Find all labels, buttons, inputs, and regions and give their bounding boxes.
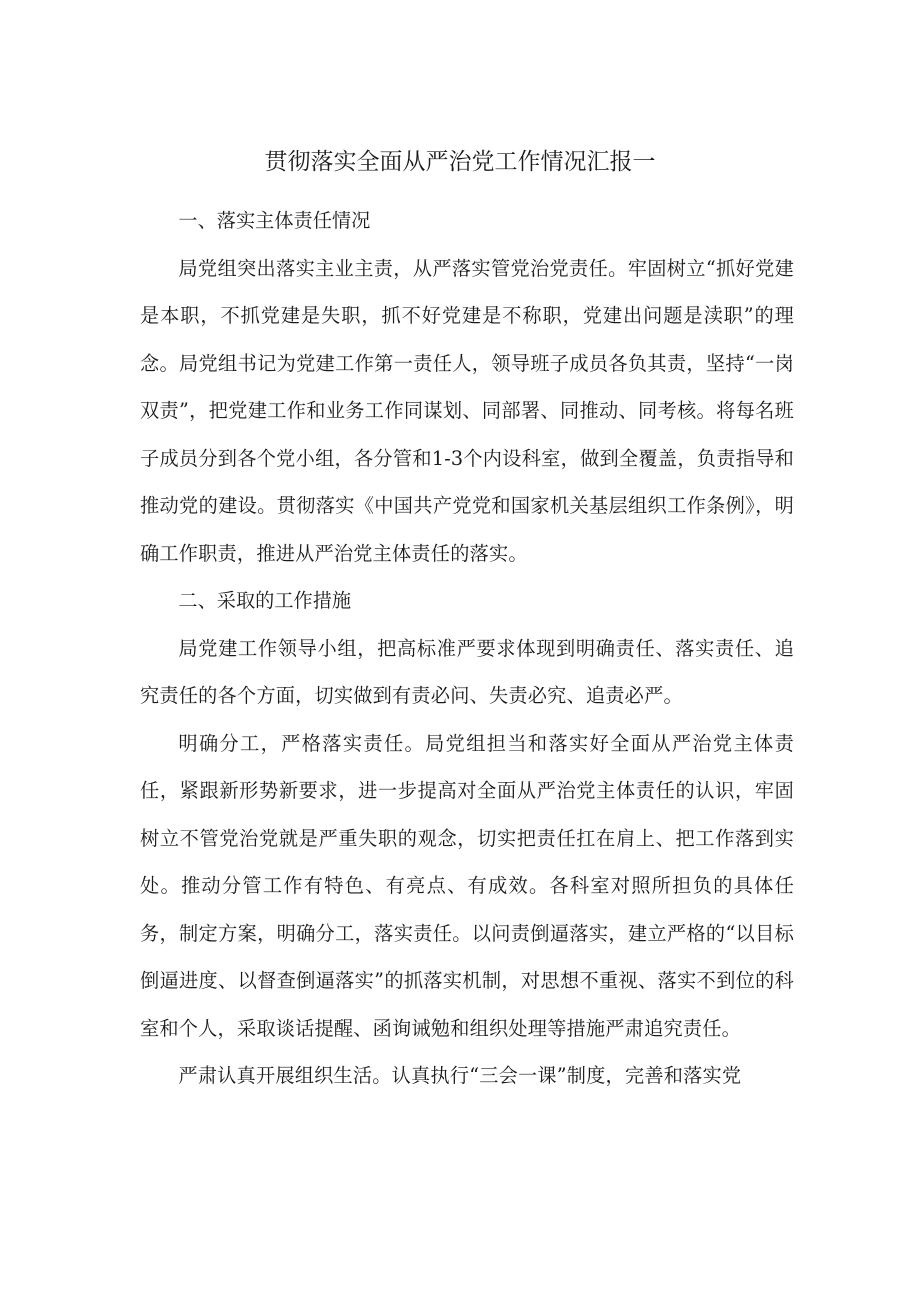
section-heading: 二、采取的工作措施 — [178, 589, 352, 612]
section-heading: 一、落实主体责任情况 — [178, 209, 371, 232]
paragraph: 严肃认真开展组织生活。认真执行“三会一课”制度，完善和落实党 — [178, 1064, 742, 1087]
paragraph: 局党建工作领导小组，把高标准严要求体现到明确责任、落实责任、追究责任的各个方面，切实做到有责必问、失责必究、追责必严。 — [140, 636, 794, 707]
document-body — [140, 197, 794, 1100]
document-title: 贯彻落实全面从严治党工作情况汇报一 — [264, 149, 656, 175]
paragraph: 明确分工，严格落实责任。局党组担当和落实好全面从严治党主体责任，紧跟新形势新要求，进一步提高对全面从严治党主体责任的认识，牢固树立不管党治党就是严重失职的观念，切实把责任扛在肩上、把工作落到实处。推动分管工作有特色、有亮点、有成效。各科室对照所担负的具体任务，制定方案，明确分工，落实责任。以问责倒逼落实，建立严格的“以目标倒逼进度、以督查倒逼落实”的抓落实机制，对思想不重视、落实不到位的科室和个人，采取谈话提醒、函询诫勉和组织处理等措施严肃追究责任。 — [140, 731, 794, 1040]
paragraph: 局党组突出落实主业主责，从严落实管党治党责任。牢固树立“抓好党建是本职，不抓党建是失职，抓不好党建是不称职，党建出问题是渎职”的理念。局党组书记为党建工作第一责任人，领导班子成员各负其责，坚持“一岗双责”，把党建工作和业务工作同谋划、同部署、同推动、同考核。将每名班子成员分到各个党小组，各分管和1-3个内设科室，做到全覆盖，负责指导和推动党的建设。贯彻落实《中国共产党党和国家机关基层组织工作条例》，明确工作职责，推进从严治党主体责任的落实。 — [140, 256, 794, 565]
